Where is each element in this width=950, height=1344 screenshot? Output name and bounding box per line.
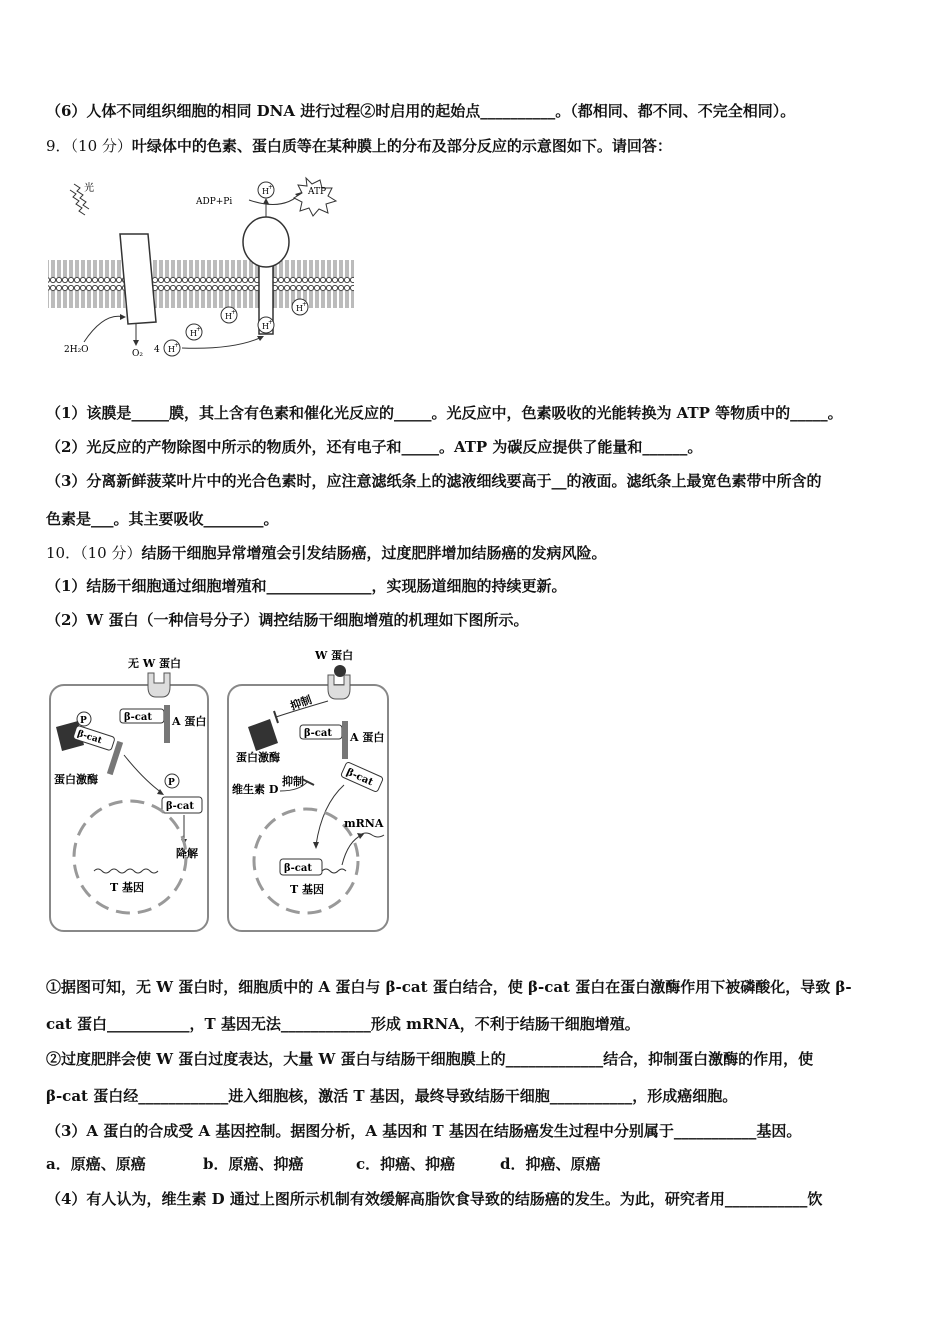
right-vitd: 维生素 D [232, 783, 279, 796]
proton-lower-1: H [190, 329, 197, 338]
proton-bottom: H [168, 345, 175, 354]
left-bcat-3: β-cat [166, 801, 194, 812]
q10-c1b: cat 蛋白___________，T 基因无法____________形成 mRNA，不利于结肠干细胞增殖。 [46, 1015, 640, 1033]
option-c: c．抑癌、抑癌 [356, 1155, 456, 1173]
q10-item-2: （2）W 蛋白（一种信号分子）调控结肠干细胞增殖的机理如下图所示。 [46, 611, 529, 629]
option-a: a．原癌、原癌 [46, 1155, 146, 1173]
figure-w-protein-mechanism [44, 645, 396, 937]
left-degrade: 降解 [176, 847, 198, 860]
right-mrna: mRNA [344, 817, 384, 830]
q9-stem-text: 叶绿体中的色素、蛋白质等在某种膜上的分布及部分反应的示意图如下。请回答： [131, 137, 672, 155]
proton-lower-1-charge: + [196, 326, 202, 333]
right-bcat-1: β-cat [304, 728, 332, 739]
proton-lower-4: H [296, 304, 303, 313]
proton-lower-3-charge: + [268, 319, 274, 326]
q10-stem [46, 542, 910, 564]
four-label: 4 [154, 345, 160, 355]
q10-stem-text: 结肠干细胞异常增殖会引发结肠癌，过度肥胖增加结肠癌的发病风险。 [141, 544, 607, 562]
right-bcat-2: β-cat [344, 766, 375, 789]
water-label: 2H₂O [64, 345, 89, 355]
q10-c2b: β-cat 蛋白经____________进入细胞核，激活 T 基因，最终导致结肠干细胞___________，形成癌细胞。 [46, 1087, 738, 1105]
q9-item-3b: 色素是___。其主要吸收________。 [46, 510, 279, 528]
q10-c1a: ①据图可知，无 W 蛋白时，细胞质中的 A 蛋白与 β-cat 蛋白结合，使 β-cat 蛋白在蛋白激酶作用下被磷酸化，导致 β- [46, 978, 852, 996]
proton-lower-2: H [225, 312, 232, 321]
left-bcat-2: β-cat [75, 728, 104, 747]
light-label: 光 [84, 183, 94, 194]
figure-thylakoid-membrane [44, 172, 364, 368]
q9-item-3a: （3）分离新鲜菠菜叶片中的光合色素时，应注意滤纸条上的滤液细线要高于__的液面。滤纸条上最宽色素带中所含的 [46, 472, 822, 490]
proton-top-charge: + [268, 184, 274, 191]
q10-c2a: ②过度肥胖会使 W 蛋白过度表达，大量 W 蛋白与结肠干细胞膜上的_____________结合，抑制蛋白激酶的作用，使 [46, 1050, 814, 1068]
proton-lower-4-charge: + [302, 301, 308, 308]
q10-item-3: （3）A 蛋白的合成受 A 基因控制。据图分析，A 基因和 T 基因在结肠癌发生过程中分别属于___________基因。 [46, 1122, 802, 1140]
left-a-protein: A 蛋白 [172, 715, 207, 728]
right-inhibit-2: 抑制 [282, 775, 304, 788]
left-phosphate-1: P [80, 716, 87, 726]
right-t-gene: T 基因 [290, 883, 325, 896]
option-d: d．抑癌、原癌 [500, 1155, 601, 1173]
left-t-gene: T 基因 [110, 881, 145, 894]
q10-item-1: （1）结肠干细胞通过细胞增殖和______________，实现肠道细胞的持续更新。 [46, 577, 567, 595]
option-b: b．原癌、抑癌 [203, 1155, 304, 1173]
proton-lower-2-charge: + [231, 309, 237, 316]
proton-bottom-charge: + [174, 342, 180, 349]
right-inhibit-1: 抑制 [288, 693, 314, 713]
right-a-protein: A 蛋白 [350, 731, 385, 744]
q10-number: 10．（10 分） [46, 544, 142, 562]
proton-lower-3: H [262, 322, 269, 331]
left-phosphate-2: P [168, 778, 175, 788]
adp-pi-label: ADP+Pi [196, 197, 233, 207]
q9-number: 9．（10 分） [46, 137, 132, 155]
q10-item-4: （4）有人认为，维生素 D 通过上图所示机制有效缓解高脂饮食导致的结肠癌的发生。为此，研究者用___________饮 [46, 1190, 823, 1208]
atp-label: ATP [308, 187, 327, 197]
proton-top: H [262, 187, 269, 196]
right-bcat-3: β-cat [284, 863, 312, 874]
left-bcat-1: β-cat [124, 712, 152, 723]
right-title: W 蛋白 [315, 649, 354, 662]
q9-item-1: （1）该膜是_____膜，其上含有色素和催化光反应的_____。光反应中，色素吸收的光能转换为 ATP 等物质中的_____。 [46, 404, 843, 422]
left-title: 无 W 蛋白 [128, 657, 182, 670]
right-kinase: 蛋白激酶 [236, 751, 280, 764]
q9-stem [46, 135, 910, 157]
oxygen-label: O₂ [132, 349, 143, 359]
q9-item-2: （2）光反应的产物除图中所示的物质外，还有电子和_____。ATP 为碳反应提供了能量和______。 [46, 438, 703, 456]
left-kinase: 蛋白激酶 [54, 773, 98, 786]
q8-item-6: （6）人体不同组织细胞的相同 DNA 进行过程②时启用的起始点__________。（都相同、都不同、不完全相同）。 [46, 102, 796, 120]
